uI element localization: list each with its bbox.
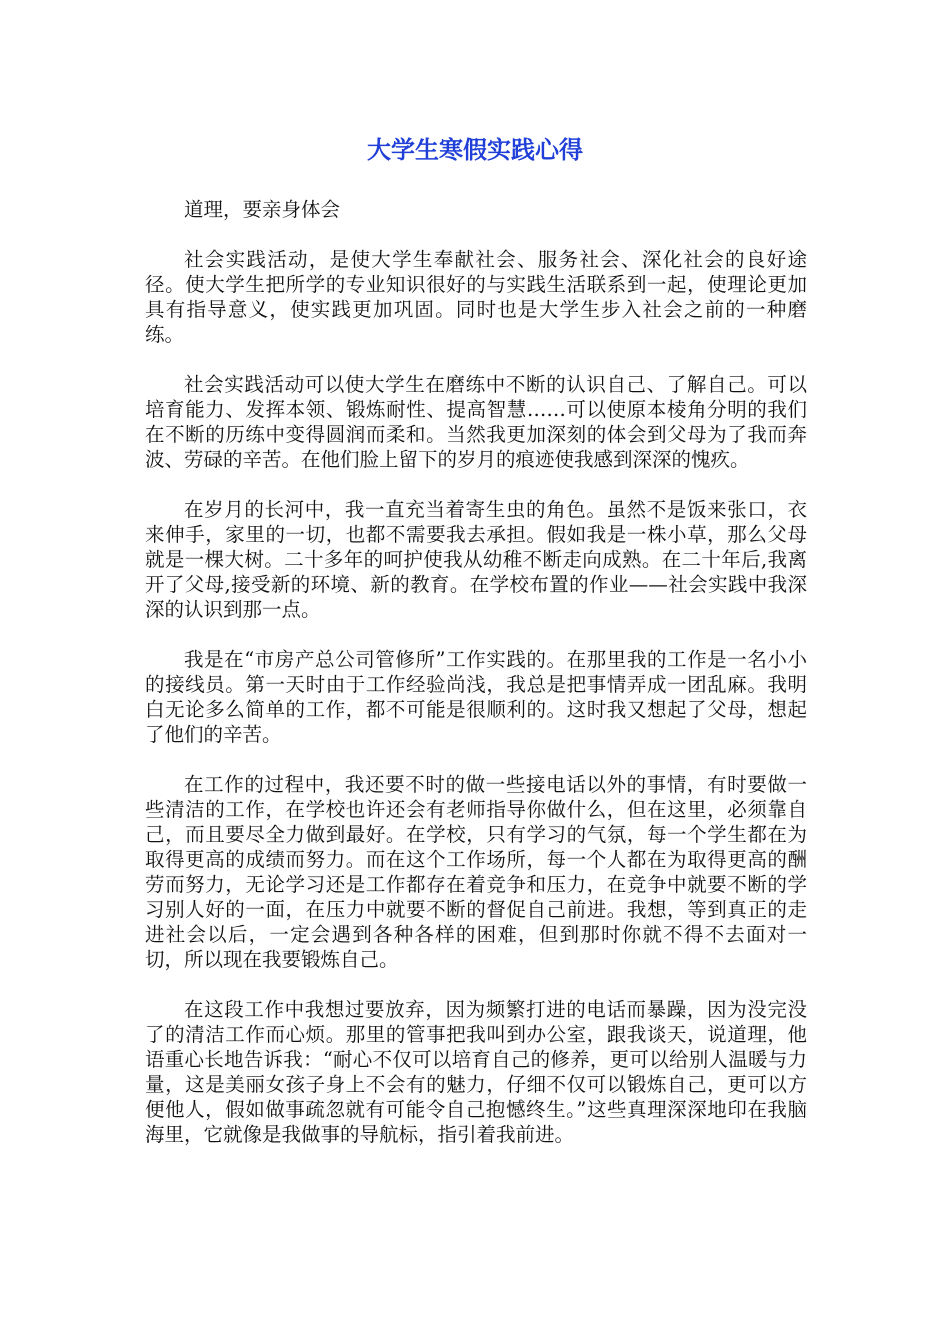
paragraph-1: 社会实践活动，是使大学生奉献社会、服务社会、深化社会的良好途径。使大学生把所学的专业知识很好的与实践生活联系到一起，使理论更加具有指导意义，使实践更加巩固。同时也是大学生步入社会之前的一种磨练。	[145, 248, 807, 346]
paragraph-5: 在工作的过程中，我还要不时的做一些接电话以外的事情，有时要做一些清洁的工作，在学校也许还会有老师指导你做什么，但在这里，必须靠自己，而且要尽全力做到最好。在学校，只有学习的气氛，每一个学生都在为取得更高的成绩而努力。而在这个工作场所，每一个人都在为取得更高的酬劳而努力，无论学习还是工作都存在着竞争和压力，在竞争中就要不断的学习别人好的一面，在压力中就要不断的督促自己前进。我想，等到真正的走进社会以后，一定会遇到各种各样的困难，但到那时你就不得不去面对一切，所以现在我要锻炼自己。	[145, 773, 807, 971]
paragraph-0: 道理，要亲身体会	[184, 198, 341, 221]
paragraph-4: 我是在“市房产总公司管修所”工作实践的。在那里我的工作是一名小小的接线员。第一天时由于工作经验尚浅，我总是把事情弄成一团乱麻。我明白无论多么简单的工作，都不可能是很顺利的。这时我又想起了父母，想起了他们的辛苦。	[145, 648, 807, 746]
page-title: 大学生寒假实践心得	[367, 136, 583, 164]
paragraph-2: 社会实践活动可以使大学生在磨练中不断的认识自己、了解自己。可以培育能力、发挥本领、锻炼耐性、提高智慧……可以使原本棱角分明的我们在不断的历练中变得圆润而柔和。当然我更加深刻的体会到父母为了我而奔波、劳碌的辛苦。在他们脸上留下的岁月的痕迹使我感到深深的愧疚。	[145, 373, 807, 471]
paragraph-6: 在这段工作中我想过要放弃，因为频繁打进的电话而暴躁，因为没完没了的清洁工作而心烦。那里的管事把我叫到办公室，跟我谈天，说道理，他语重心长地告诉我：“耐心不仅可以培育自己的修养，更可以给别人温暖与力量，这是美丽女孩子身上不会有的魅力，仔细不仅可以锻炼自己，更可以方便他人，假如做事疏忽就有可能令自己抱憾终生。”这些真理深深地印在我脑海里，它就像是我做事的导航标，指引着我前进。	[145, 998, 807, 1146]
paragraph-3: 在岁月的长河中，我一直充当着寄生虫的角色。虽然不是饭来张口，衣来伸手，家里的一切，也都不需要我去承担。假如我是一株小草，那么父母就是一棵大树。二十多年的呵护使我从幼稚不断走向成熟。在二十年后,我离开了父母,接受新的环境、新的教育。在学校布置的作业——社会实践中我深深的认识到那一点。	[145, 498, 807, 621]
document-body	[145, 197, 807, 1172]
